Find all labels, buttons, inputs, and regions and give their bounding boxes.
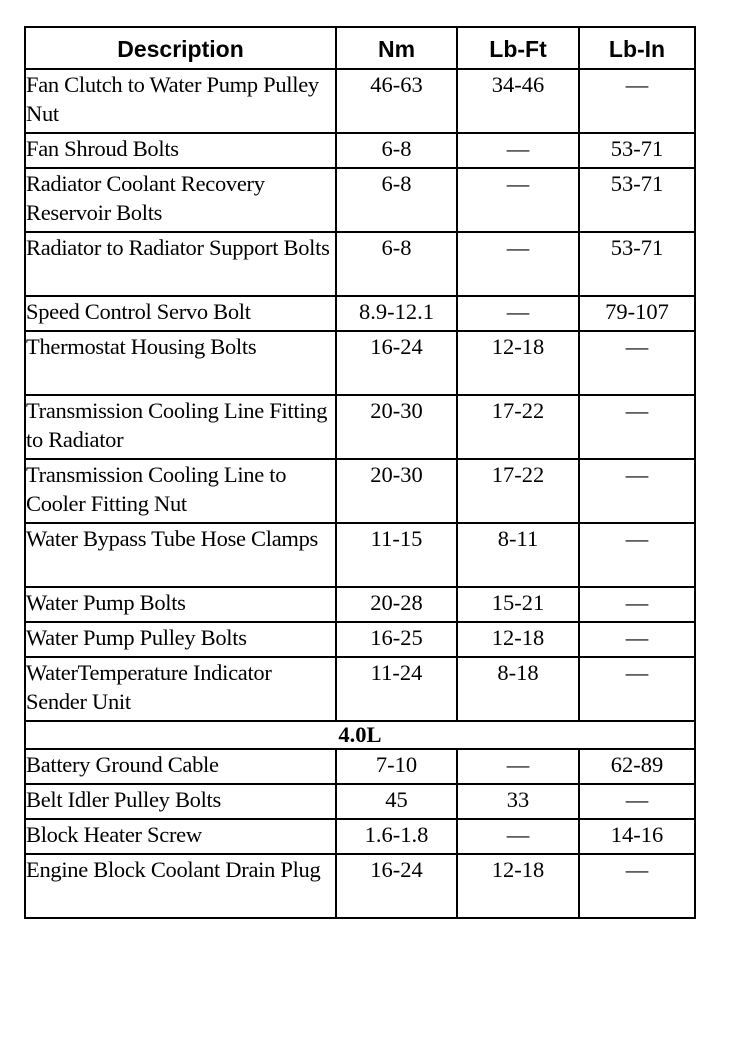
table-row [25, 296, 695, 331]
cell-nm: 6-8 [336, 232, 457, 296]
cell-nm: 45 [336, 784, 457, 819]
cell-description: Transmission Cooling Line to Cooler Fitting Nut [25, 459, 336, 523]
table-row [25, 819, 695, 854]
header-lbin: Lb-In [579, 27, 695, 69]
cell-lbft: — [457, 296, 579, 331]
table-row [25, 657, 695, 721]
table-row [25, 784, 695, 819]
cell-nm: 46-63 [336, 69, 457, 133]
cell-lbin: — [579, 331, 695, 395]
cell-lbft: 12-18 [457, 331, 579, 395]
table-row [25, 523, 695, 587]
cell-description: Thermostat Housing Bolts [25, 331, 336, 395]
table-row [25, 587, 695, 622]
cell-lbin: — [579, 459, 695, 523]
cell-description: Belt Idler Pulley Bolts [25, 784, 336, 819]
section-heading: 4.0L [25, 721, 695, 749]
cell-lbft: — [457, 819, 579, 854]
cell-lbft: 15-21 [457, 587, 579, 622]
cell-nm: 7-10 [336, 749, 457, 784]
table-row [25, 232, 695, 296]
cell-description: Transmission Cooling Line Fitting to Radiator [25, 395, 336, 459]
table-row [25, 331, 695, 395]
cell-description: WaterTemperature Indicator Sender Unit [25, 657, 336, 721]
cell-lbft: — [457, 749, 579, 784]
cell-nm: 6-8 [336, 133, 457, 168]
cell-lbft: 12-18 [457, 854, 579, 918]
table-row [25, 133, 695, 168]
header-description: Description [25, 27, 336, 69]
cell-lbin: 53-71 [579, 168, 695, 232]
cell-description: Water Bypass Tube Hose Clamps [25, 523, 336, 587]
cell-lbin: — [579, 784, 695, 819]
table-row [25, 69, 695, 133]
header-nm: Nm [336, 27, 457, 69]
cell-lbin: — [579, 622, 695, 657]
section-row [25, 721, 695, 749]
header-lbft: Lb-Ft [457, 27, 579, 69]
cell-lbft: — [457, 168, 579, 232]
cell-lbin: 53-71 [579, 232, 695, 296]
cell-lbft: — [457, 232, 579, 296]
cell-lbft: — [457, 133, 579, 168]
cell-description: Radiator Coolant Recovery Reservoir Bolts [25, 168, 336, 232]
cell-lbin: — [579, 657, 695, 721]
cell-description: Battery Ground Cable [25, 749, 336, 784]
cell-nm: 20-28 [336, 587, 457, 622]
cell-nm: 1.6-1.8 [336, 819, 457, 854]
cell-lbft: 17-22 [457, 459, 579, 523]
table-row [25, 395, 695, 459]
cell-lbft: 8-18 [457, 657, 579, 721]
cell-nm: 8.9-12.1 [336, 296, 457, 331]
cell-nm: 20-30 [336, 395, 457, 459]
cell-nm: 16-24 [336, 331, 457, 395]
torque-spec-table [24, 26, 696, 919]
cell-description: Fan Clutch to Water Pump Pulley Nut [25, 69, 336, 133]
table-header-row [25, 27, 695, 69]
cell-description: Water Pump Pulley Bolts [25, 622, 336, 657]
cell-nm: 6-8 [336, 168, 457, 232]
cell-lbin: — [579, 69, 695, 133]
cell-description: Block Heater Screw [25, 819, 336, 854]
cell-lbin: — [579, 854, 695, 918]
cell-lbft: 34-46 [457, 69, 579, 133]
table-row [25, 854, 695, 918]
cell-description: Radiator to Radiator Support Bolts [25, 232, 336, 296]
cell-nm: 16-24 [336, 854, 457, 918]
table-row [25, 622, 695, 657]
cell-lbin: 79-107 [579, 296, 695, 331]
cell-lbin: — [579, 395, 695, 459]
cell-lbft: 17-22 [457, 395, 579, 459]
cell-description: Speed Control Servo Bolt [25, 296, 336, 331]
cell-lbin: — [579, 523, 695, 587]
table-row [25, 459, 695, 523]
cell-nm: 11-24 [336, 657, 457, 721]
cell-nm: 11-15 [336, 523, 457, 587]
cell-description: Water Pump Bolts [25, 587, 336, 622]
cell-lbin: 62-89 [579, 749, 695, 784]
cell-nm: 20-30 [336, 459, 457, 523]
cell-lbft: 12-18 [457, 622, 579, 657]
cell-lbft: 8-11 [457, 523, 579, 587]
cell-nm: 16-25 [336, 622, 457, 657]
cell-lbin: — [579, 587, 695, 622]
table-row [25, 168, 695, 232]
cell-lbin: 14-16 [579, 819, 695, 854]
cell-description: Engine Block Coolant Drain Plug [25, 854, 336, 918]
cell-description: Fan Shroud Bolts [25, 133, 336, 168]
cell-lbin: 53-71 [579, 133, 695, 168]
table-row [25, 749, 695, 784]
cell-lbft: 33 [457, 784, 579, 819]
